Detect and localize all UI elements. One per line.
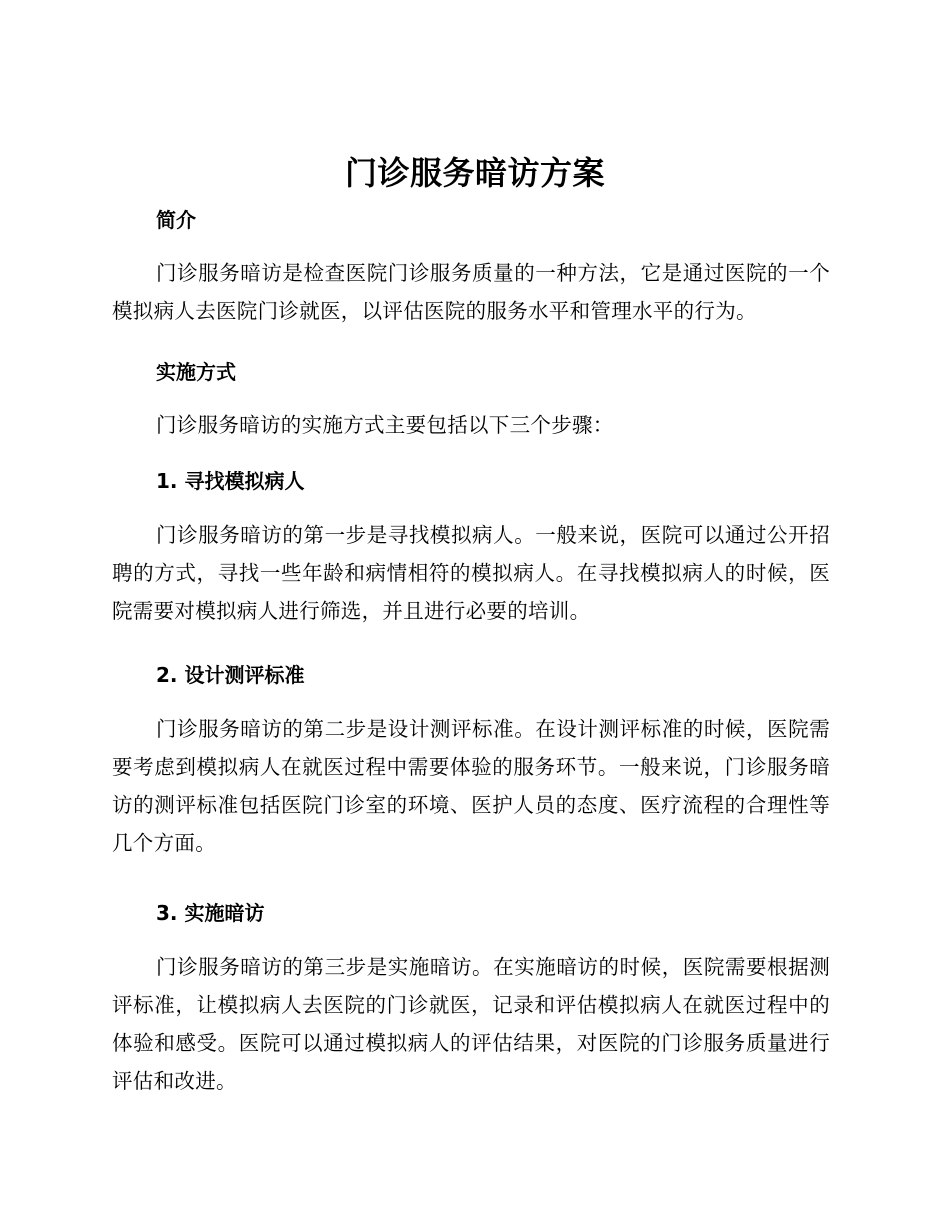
section-paragraph-step-1: 门诊服务暗访的第一步是寻找模拟病人。一般来说，医院可以通过公开招聘的方式，寻找一些年龄和病情相符的模拟病人。在寻找模拟病人的时候，医院需要对模拟病人进行筛选，并且进行必要的培训。: [112, 523, 830, 623]
document-title: 门诊服务暗访方案: [344, 154, 605, 192]
section-paragraph-implementation: 门诊服务暗访的实施方式主要包括以下三个步骤：: [156, 413, 614, 437]
section-heading-step-2: 2. 设计测评标准: [156, 663, 305, 687]
section-heading-step-3: 3. 实施暗访: [156, 901, 265, 925]
section-heading-intro: 简介: [156, 208, 196, 232]
section-heading-step-1: 1. 寻找模拟病人: [156, 469, 305, 493]
section-paragraph-intro: 门诊服务暗访是检查医院门诊服务质量的一种方法，它是通过医院的一个模拟病人去医院门诊就医，以评估医院的服务水平和管理水平的行为。: [112, 261, 830, 323]
section-paragraph-step-3: 门诊服务暗访的第三步是实施暗访。在实施暗访的时候，医院需要根据测评标准，让模拟病人去医院的门诊就医，记录和评估模拟病人在就医过程中的体验和感受。医院可以通过模拟病人的评估结果，对医院的门诊服务质量进行评估和改进。: [112, 955, 830, 1093]
section-paragraph-step-2: 门诊服务暗访的第二步是设计测评标准。在设计测评标准的时候，医院需要考虑到模拟病人在就医过程中需要体验的服务环节。一般来说，门诊服务暗访的测评标准包括医院门诊室的环境、医护人员的态度、医疗流程的合理性等几个方面。: [112, 717, 830, 855]
section-heading-implementation: 实施方式: [156, 360, 236, 384]
